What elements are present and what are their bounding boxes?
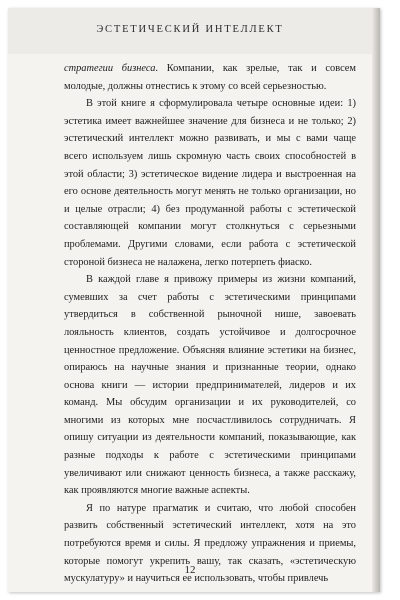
paragraph-1-text: . Компании, как зрелые, так и совсем молодые, должны отнестись к этому со всей серьезностью. bbox=[64, 63, 356, 92]
paragraph-2: В этой книге я сформулировала четыре основные идеи: 1) эстетика имеет важнейшее значение для бизнеса и не только; 2) эстетический интеллект можно развивать, и мы с вами чаще всего используем лишь скромную часть своих способностей в этой области; 3) эстетическое видение лидера и выстроенная на его основе деятельность могут менять не только организации, но и целые отрасли; 4) без продуманной работы с эстетической составляющей компании могут столкнуться с серьезными проблемами. Другими словами, если работа с эстетической стороной бизнеса не налажена, легко потерпеть фиаско. bbox=[64, 98, 356, 268]
running-head: ЭСТЕТИЧЕСКИЙ ИНТЕЛЛЕКТ bbox=[96, 24, 284, 35]
paragraph-4: Я по натуре прагматик и считаю, что любой способен развить собственный эстетический интеллект, хотя на это потребуются время и силы. Я предложу упражнения и приемы, которые помогут укрепить вашу, так сказать, «эстетическую мускулатуру» и научиться ее использовать, чтобы привлечь bbox=[64, 502, 356, 585]
italic-lead: стратегии бизнеса bbox=[64, 63, 156, 74]
body-text bbox=[64, 60, 356, 588]
page-number: 12 bbox=[184, 564, 196, 576]
book-page bbox=[8, 8, 380, 592]
page-edge-shadow bbox=[372, 8, 380, 592]
paragraph-1 bbox=[64, 60, 356, 95]
paragraph-3: В каждой главе я привожу примеры из жизни компаний, сумевших за счет работы с эстетическими принципами утвердиться в собственной рыночной нише, завоевать лояльность клиентов, создать устойчивое и долгосрочное ценностное предложение. Объясняя влияние эстетики на бизнес, опираюсь на научные знания и признанные теории, однако основа книги — истории предпринимателей, лидеров и их команд. Мы обсудим организации и их руководителей, со многими из которых мне посчастливилось сотрудничать. Я опишу ситуации из деятельности компаний, показывающие, как разные подходы к работе с эстетическими принципами увеличивают или снижают ценность бизнеса, а также расскажу, как проявляются многие важные аспекты. bbox=[64, 274, 356, 497]
